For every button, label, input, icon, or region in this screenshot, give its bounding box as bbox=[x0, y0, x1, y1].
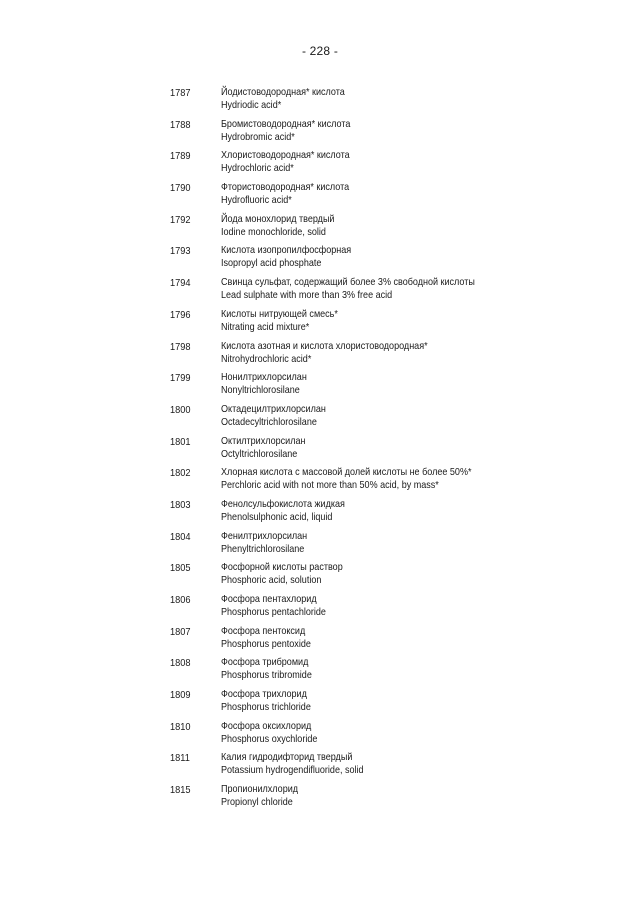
name-english: Iodine monochloride, solid bbox=[221, 225, 326, 238]
page-number: - 228 - bbox=[301, 44, 339, 58]
name-russian: Фенилтрихлорсилан bbox=[221, 529, 308, 542]
name-russian: Кислота изопропилфосфорная bbox=[221, 244, 352, 257]
name-english: Nitrohydrochloric acid* bbox=[221, 352, 312, 365]
name-russian: Йодистоводородная* кислота bbox=[221, 86, 345, 98]
name-russian: Хлорная кислота с массовой долей кислоты не более 50%* bbox=[221, 466, 472, 479]
un-number: 1794 bbox=[170, 277, 191, 290]
name-english: Phosphorus trichloride bbox=[221, 701, 311, 714]
un-number: 1787 bbox=[170, 87, 191, 99]
un-number: 1801 bbox=[170, 435, 191, 448]
name-russian: Кислоты нитрующей смесь* bbox=[221, 307, 338, 320]
list-item bbox=[0, 276, 640, 308]
name-english: Hydriodic acid* bbox=[221, 99, 282, 111]
un-number: 1792 bbox=[170, 213, 191, 226]
name-english: Perchloric acid with not more than 50% acid, by mass* bbox=[221, 479, 439, 492]
name-russian: Фосфора пентахлорид bbox=[221, 593, 317, 605]
entry-names bbox=[221, 244, 601, 270]
name-russian: Нонилтрихлорсилан bbox=[221, 371, 307, 384]
entry-names bbox=[221, 308, 601, 334]
name-english: Hydrobromic acid* bbox=[221, 130, 295, 143]
entry-names bbox=[221, 213, 601, 239]
un-number: 1788 bbox=[170, 118, 191, 131]
entry-names bbox=[221, 466, 601, 492]
name-russian: Свинца сульфат, содержащий более 3% свободной кислоты bbox=[221, 276, 475, 289]
name-russian: Фосфора оксихлорид bbox=[221, 719, 312, 732]
entry-names bbox=[221, 751, 601, 777]
name-english: Phenolsulphonic acid, liquid bbox=[221, 510, 333, 523]
list-item bbox=[0, 720, 640, 752]
entry-names bbox=[221, 498, 601, 524]
name-russian: Йода монохлорид твердый bbox=[221, 212, 335, 225]
un-number: 1804 bbox=[170, 530, 191, 543]
entry-names bbox=[221, 340, 601, 366]
name-russian: Кислота азотная и кислота хлористоводородная* bbox=[221, 339, 428, 352]
entry-names bbox=[221, 149, 601, 175]
un-number: 1815 bbox=[170, 784, 191, 797]
list-item bbox=[0, 403, 640, 435]
name-russian: Калия гидродифторид твердый bbox=[221, 751, 353, 764]
name-english: Phosphorus oxychloride bbox=[221, 732, 318, 745]
name-english: Phosphorus pentoxide bbox=[221, 637, 311, 650]
un-number: 1805 bbox=[170, 562, 191, 575]
name-russian: Бромистоводородная* кислота bbox=[221, 117, 351, 130]
list-item bbox=[0, 118, 640, 150]
name-russian: Октадецилтрихлорсилан bbox=[221, 402, 326, 415]
name-english: Phosphoric acid, solution bbox=[221, 574, 322, 587]
entry-names bbox=[221, 561, 601, 587]
name-russian: Фосфора трибромид bbox=[221, 656, 309, 669]
entry-names bbox=[221, 403, 601, 429]
entry-names bbox=[221, 688, 601, 714]
name-russian: Фосфора трихлорид bbox=[221, 688, 307, 701]
name-english: Propionyl chloride bbox=[221, 796, 293, 809]
un-number: 1793 bbox=[170, 245, 191, 258]
entry-names bbox=[221, 720, 601, 746]
name-english: Phosphorus pentachloride bbox=[221, 606, 326, 618]
name-english: Isopropyl acid phosphate bbox=[221, 257, 322, 270]
list-item bbox=[0, 466, 640, 498]
list-item bbox=[0, 181, 640, 213]
un-number: 1790 bbox=[170, 182, 191, 195]
name-english: Nitrating acid mixture* bbox=[221, 320, 310, 333]
list-item bbox=[0, 213, 640, 245]
name-english: Phenyltrichlorosilane bbox=[221, 542, 305, 555]
name-english: Hydrochloric acid* bbox=[221, 162, 294, 175]
list-item bbox=[0, 593, 640, 625]
name-english: Phosphorus tribromide bbox=[221, 669, 312, 682]
list-item bbox=[0, 308, 640, 340]
un-number: 1789 bbox=[170, 150, 191, 163]
un-number: 1811 bbox=[170, 752, 190, 765]
name-english: Octyltrichlorosilane bbox=[221, 447, 298, 460]
entry-names bbox=[221, 656, 601, 682]
name-russian: Фенолсульфокислота жидкая bbox=[221, 497, 345, 510]
name-russian: Хлористоводородная* кислота bbox=[221, 149, 350, 162]
name-russian: Фосфора пентоксид bbox=[221, 624, 306, 637]
un-number: 1803 bbox=[170, 498, 191, 511]
name-russian: Фтористоводородная* кислота bbox=[221, 181, 350, 194]
name-english: Nonyltrichlorosilane bbox=[221, 384, 300, 397]
entry-names bbox=[221, 435, 601, 461]
entry-names bbox=[221, 783, 601, 809]
list-item bbox=[0, 561, 640, 593]
un-number: 1796 bbox=[170, 308, 191, 321]
entry-names bbox=[221, 181, 601, 207]
list-item bbox=[0, 783, 640, 815]
name-english: Lead sulphate with more than 3% free acid bbox=[221, 289, 393, 302]
un-number: 1798 bbox=[170, 340, 191, 353]
un-number: 1800 bbox=[170, 403, 191, 416]
name-russian: Пропионилхлорид bbox=[221, 783, 299, 796]
entry-names bbox=[221, 625, 601, 651]
un-number: 1808 bbox=[170, 657, 191, 670]
un-number: 1810 bbox=[170, 720, 191, 733]
list-item bbox=[0, 340, 640, 372]
list-item bbox=[0, 625, 640, 657]
entry-list bbox=[0, 86, 640, 815]
name-english: Hydrofluoric acid* bbox=[221, 194, 292, 207]
un-number: 1806 bbox=[170, 594, 191, 606]
list-item bbox=[0, 244, 640, 276]
list-item bbox=[0, 149, 640, 181]
name-english: Octadecyltrichlorosilane bbox=[221, 415, 317, 428]
list-item bbox=[0, 530, 640, 562]
un-number: 1802 bbox=[170, 467, 191, 480]
un-number: 1807 bbox=[170, 625, 191, 638]
list-item bbox=[0, 86, 640, 118]
entry-names bbox=[221, 86, 601, 112]
entry-names bbox=[221, 593, 601, 619]
list-item bbox=[0, 371, 640, 403]
name-english: Potassium hydrogendifluoride, solid bbox=[221, 764, 364, 777]
list-item bbox=[0, 751, 640, 783]
name-russian: Фосфорной кислоты раствор bbox=[221, 561, 343, 574]
list-item bbox=[0, 435, 640, 467]
list-item bbox=[0, 656, 640, 688]
entry-names bbox=[221, 371, 601, 397]
entry-names bbox=[221, 530, 601, 556]
name-russian: Октилтрихлорсилан bbox=[221, 434, 306, 447]
entry-names bbox=[221, 118, 601, 144]
un-number: 1809 bbox=[170, 689, 191, 702]
entry-names bbox=[221, 276, 601, 302]
un-number: 1799 bbox=[170, 372, 191, 385]
list-item bbox=[0, 498, 640, 530]
list-item bbox=[0, 688, 640, 720]
